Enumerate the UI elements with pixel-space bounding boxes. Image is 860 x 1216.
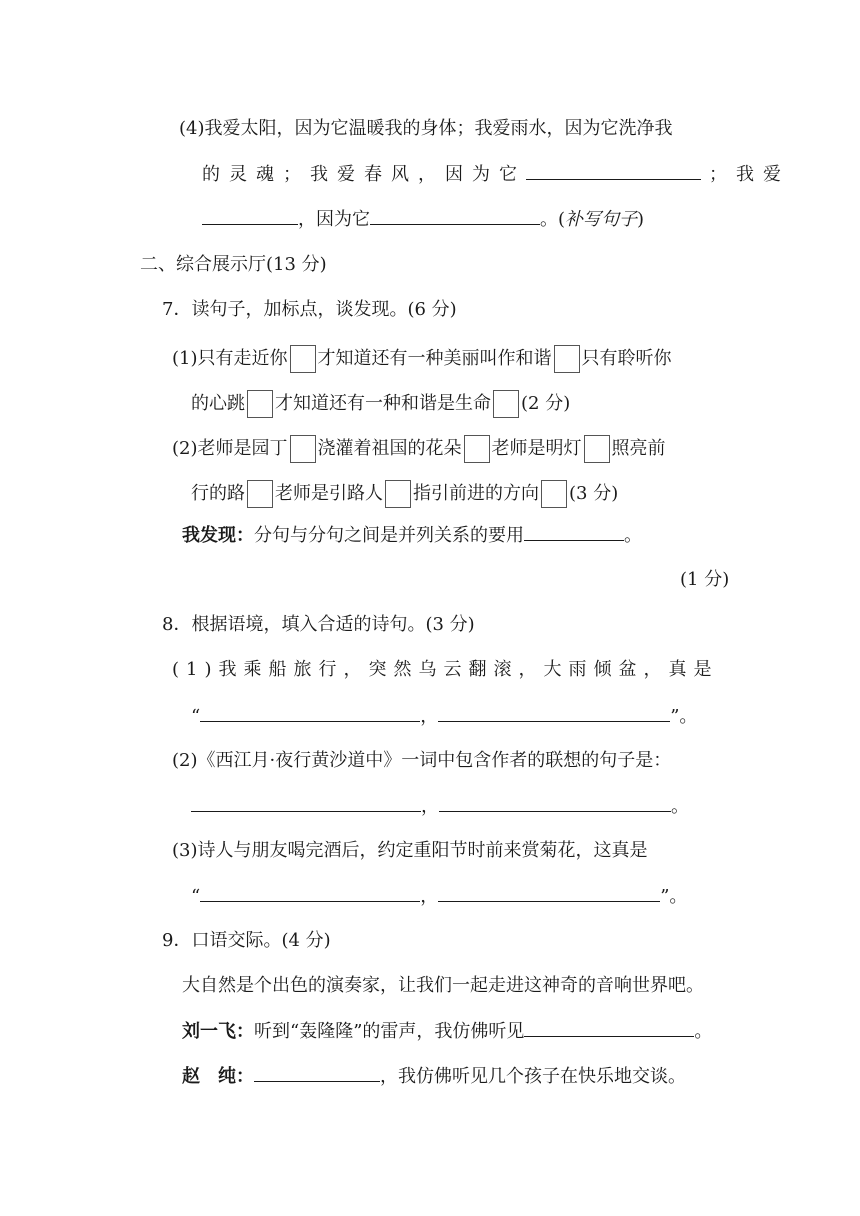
answer-blank[interactable] [191,793,421,812]
q8-text: 。 [671,796,689,817]
q6-4-text: ) [637,209,645,230]
punctuation-box[interactable] [464,435,490,463]
q8-text: “ [191,706,201,727]
punctuation-box[interactable] [493,390,519,418]
q7-1-line2 [191,389,570,419]
speaker-label: 刘一飞： [182,1021,254,1042]
q7-text: (2)老师是园丁 [172,438,288,459]
answer-blank[interactable] [526,161,701,180]
answer-blank[interactable] [439,793,671,812]
answer-blank[interactable] [200,703,420,722]
q8-text: ， [421,796,439,817]
q9-zhao [182,1063,686,1090]
q8-3-line1: (3)诗人与朋友喝完酒后，约定重阳节时前来赏菊花，这真是 [172,840,648,861]
punctuation-box[interactable] [247,390,273,418]
punctuation-box[interactable] [290,345,316,373]
q7-title: 7．读句子，加标点，谈发现。(6 分) [162,299,457,320]
q6-4-line3 [202,206,644,233]
q8-text: ”。 [670,706,698,727]
q8-2-line2 [191,793,689,820]
q7-text: 的心跳 [191,393,245,414]
q7-text: (1)只有走近你 [172,348,288,369]
q8-1-line1: (1)我乘船旅行，突然乌云翻滚，大雨倾盆，真是 [172,659,719,680]
q7-score: (2 分) [521,393,571,414]
q7-discover [182,522,642,549]
q8-text: ”。 [660,886,688,907]
q6-4-line2 [202,161,790,188]
q7-text: 老师是引路人 [275,483,383,504]
q9-text: 。 [694,1021,713,1042]
answer-blank[interactable] [438,883,660,902]
q7-text: 才知道还有一种美丽叫作和谐 [317,348,552,369]
answer-blank[interactable] [202,206,298,225]
q7-1-line1 [172,344,672,374]
q8-text: ， [420,886,439,907]
q9-liu [182,1018,712,1045]
q7-score: (3 分) [569,483,619,504]
q6-4-text: ，因为它 [298,209,370,230]
q6-4-text: 。( [540,209,566,230]
punctuation-box[interactable] [584,435,610,463]
q9-text: ，我仿佛听见几个孩子在快乐地交谈。 [380,1066,686,1087]
speaker-label: 赵 纯： [182,1066,254,1087]
q8-title: 8．根据语境，填入合适的诗句。(3 分) [162,614,475,635]
discover-end: 。 [624,525,642,546]
q7-2-line1 [172,434,666,464]
answer-blank[interactable] [370,206,540,225]
discover-label: 我发现： [182,525,254,546]
punctuation-box[interactable] [247,480,273,508]
q6-4-text: 的灵魂；我爱春风，因为它 [202,164,526,185]
answer-blank[interactable] [254,1063,380,1082]
punctuation-box[interactable] [541,480,567,508]
q8-2-line1: (2)《西江月·夜行黄沙道中》一词中包含作者的联想的句子是： [172,750,672,771]
punctuation-box[interactable] [554,345,580,373]
q6-4-note: 补写句子 [565,209,638,230]
q7-text: 才知道还有一种和谐是生命 [275,393,491,414]
q9-text: 听到“轰隆隆”的雷声，我仿佛听见 [254,1021,525,1042]
q6-4-text: ；我爱 [709,164,790,185]
q7-text: 浇灌着祖国的花朵 [317,438,462,459]
q7-text: 照亮前 [611,438,666,459]
q7-2-line2 [191,479,618,509]
discover-text: 分句与分句之间是并列关系的要用 [254,525,524,546]
answer-blank[interactable] [438,703,670,722]
answer-blank[interactable] [524,522,624,541]
q9-intro: 大自然是个出色的演奏家，让我们一起走进这神奇的音响世界吧。 [182,975,704,996]
q8-3-line2 [191,883,687,910]
q7-text: 老师是明灯 [491,438,582,459]
answer-blank[interactable] [200,883,420,902]
q7-text: 只有聆听你 [581,348,672,369]
punctuation-box[interactable] [290,435,316,463]
punctuation-box[interactable] [385,480,411,508]
q8-1-line2 [191,703,697,730]
q7-text: 行的路 [191,483,245,504]
q8-text: “ [191,886,201,907]
q9-title: 9．口语交际。(4 分) [162,930,331,951]
q7-score: (1 分) [680,569,730,590]
answer-blank[interactable] [524,1018,694,1037]
section-title: 二、综合展示厅(13 分) [140,254,327,275]
q8-text: ， [420,706,439,727]
q6-4-line1: (4)我爱太阳，因为它温暖我的身体；我爱雨水，因为它洗净我 [179,118,673,139]
q7-text: 指引前进的方向 [413,483,539,504]
